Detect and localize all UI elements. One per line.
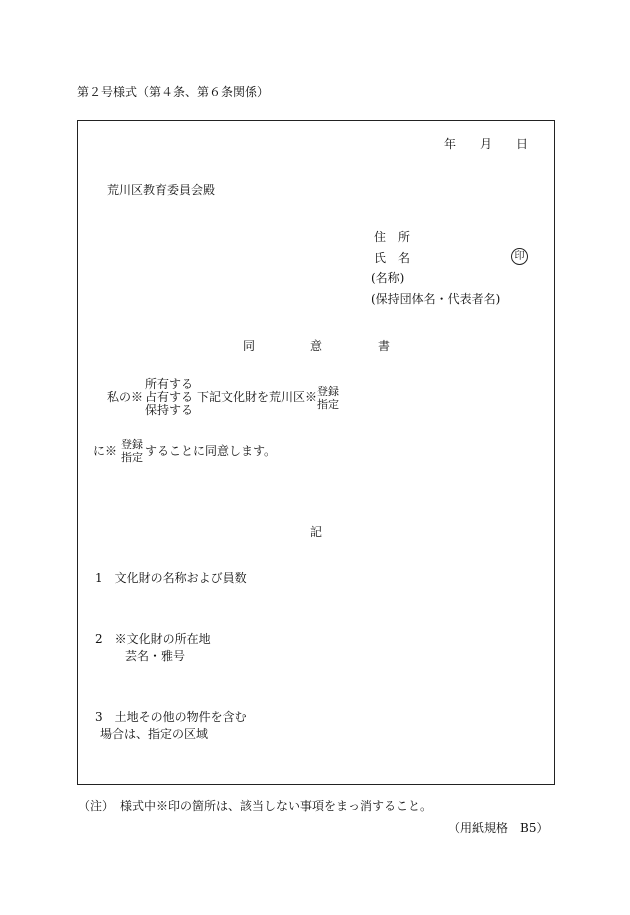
org-label: (保持団体名・代表者名) [371,292,501,306]
consent-line1-middle: 下記文化財を荒川区※ [197,390,318,404]
footnote: （注） 様式中※印の箇所は、該当しない事項をまっ消すること。 [78,799,433,813]
registration-options-1 [317,385,339,411]
ownership-option: 保持する [145,403,194,417]
date-month: 月 [480,137,493,151]
ownership-option: 占有する [145,390,194,404]
registration-option: 登録 [317,385,339,398]
item-2-line2: 芸名・雅号 [125,649,186,663]
item-1: 1 文化財の名称および員数 [95,571,247,585]
alias-label: (名称) [371,271,405,285]
form-title: 第２号様式（第４条、第６条関係） [77,85,270,99]
registration-options-2 [121,438,143,464]
item-3-line2: 場合は、指定の区域 [100,727,209,741]
item-2-line1: 2 ※文化財の所在地 [95,632,211,646]
address-label: 住 所 [374,230,411,244]
date-day: 日 [516,137,529,151]
consent-line1-prefix: 私の※ [107,390,144,404]
consent-line2-suffix: することに同意します。 [145,444,277,458]
date-year: 年 [444,137,457,151]
heading-char-3: 書 [378,339,391,353]
ownership-options [145,378,193,417]
paper-size: （用紙規格 B5） [448,821,549,835]
heading-char-2: 意 [310,339,323,353]
item-3-line1: 3 土地その他の物件を含む [95,710,247,724]
seal-mark: 印 [511,248,528,265]
ownership-option: 所有する [145,377,194,391]
addressee: 荒川区教育委員会殿 [107,183,216,197]
registration-option: 登録 [121,438,143,451]
name-label: 氏 名 [374,251,411,265]
consent-line2-prefix: に※ [93,444,118,458]
ki-heading: 記 [310,525,323,539]
registration-option: 指定 [121,451,143,464]
registration-option: 指定 [317,398,339,411]
heading-char-1: 同 [243,339,256,353]
